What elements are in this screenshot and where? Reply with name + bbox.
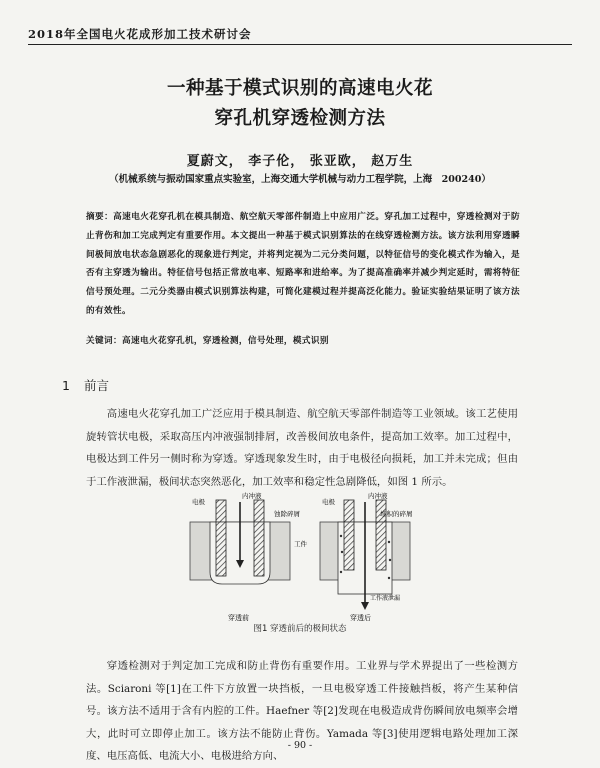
left-label-flush: 内冲液 <box>242 492 262 500</box>
left-label-debris: 蚀除碎屑 <box>274 510 300 518</box>
keywords-label: 关键词： <box>86 336 122 346</box>
abstract <box>86 208 520 321</box>
right-label-debris: 堆积的碎屑 <box>380 510 413 518</box>
section-heading <box>62 376 109 394</box>
running-header: 2018年全国电火花成形加工技术研讨会 <box>28 27 252 41</box>
page-number: - 90 - <box>287 740 313 751</box>
left-label-workpiece: 工件 <box>294 540 307 548</box>
abstract-text: 高速电火花穿孔机在模具制造、航空航天零部件制造上中应用广泛。穿孔加工过程中，穿透检测对于防止背伤和加工完成判定有重要作用。本文提出一种基于模式识别算法的在线穿透检测方法。该方法利用穿透瞬间极间放电状态急剧恶化的现象进行判定，并将判定视为二元分类问题，以特征信号的变化模式作为输入，是否有主穿透为输出。特征信号包括正常放电率、短路率和进给率。为了提高准确率并减少判定延时，需将特征信号预处理。二元分类器由模式识别算法构建，可简化建模过程并提高泛化能力。验证实验结果证明了该方法的有效性。 <box>86 212 520 316</box>
right-electrode-wall-l <box>344 500 354 570</box>
right-panel-title: 穿透后 <box>350 614 371 622</box>
intro-paragraph-2: 穿透检测对于判定加工完成和防止背伤有重要作用。工业界与学术界提出了一些检测方法。Sciaroni 等[1]在工件下方放置一块挡板，一旦电极穿透工件接触挡板，将产生某种信号。该方法不适用于含有内腔的工件。Haefner 等[2]发现在电极造成背伤瞬间放电频率会增大，此时可立即停止加工。该方法不能防止背伤。Yamada 等[3]使用逻辑电路处理加工深度、电压高低、电流大小、电极进给方向、 <box>86 660 518 763</box>
author-list: 夏蔚文， 李子伦， 张亚欧， 赵万生 <box>186 154 414 169</box>
abstract-label: 摘要： <box>86 212 114 222</box>
right-label-electrode: 电极 <box>322 498 335 506</box>
debris-dot <box>388 541 390 543</box>
debris-dot <box>340 571 342 573</box>
left-label-electrode: 电极 <box>192 498 205 506</box>
right-flow-arrowhead <box>361 602 369 610</box>
section-title: 前言 <box>83 378 109 393</box>
keywords <box>86 334 520 346</box>
right-label-leak: 工作液泄漏 <box>370 595 401 602</box>
left-electrode-wall-l <box>216 500 226 576</box>
debris-dot <box>341 551 343 553</box>
debris-dot <box>389 559 391 561</box>
affiliation: （机械系统与振动国家重点实验室，上海交通大学机械与动力工程学院，上海 200240） <box>109 174 491 185</box>
figure-1 <box>170 492 430 632</box>
paper-title-line-1: 一种基于模式识别的高速电火花 <box>166 78 433 99</box>
figure-before-panel <box>190 492 308 622</box>
figure-caption: 图1 穿透前后的极间状态 <box>253 624 347 634</box>
right-label-flush: 内冲液 <box>368 492 388 500</box>
intro-paragraph-1: 高速电火花穿孔加工广泛应用于模具制造、航空航天零部件制造等工业领域。该工艺使用旋转管状电极，采取高压内冲液强制排屑，改善极间放电条件，提高加工效率。加工过程中，电极达到工件另一侧时称为穿透。穿透现象发生时，由于电极径向损耗，加工并未完成；但由于工作液泄漏，极间状态突然恶化，加工效率和稳定性急剧降低，如图 1 所示。 <box>86 408 518 488</box>
left-electrode-wall-r <box>254 500 264 576</box>
left-panel-title: 穿透前 <box>228 614 249 622</box>
keywords-text: 高速电火花穿孔机，穿透检测，信号处理，模式识别 <box>121 336 329 346</box>
debris-dot <box>340 535 342 537</box>
header-rule <box>28 44 572 45</box>
debris-dot <box>388 577 390 579</box>
paper-title-line-2: 穿孔机穿透检测方法 <box>214 108 386 129</box>
section-number: 1 <box>62 378 70 393</box>
figure-after-panel <box>320 492 413 622</box>
